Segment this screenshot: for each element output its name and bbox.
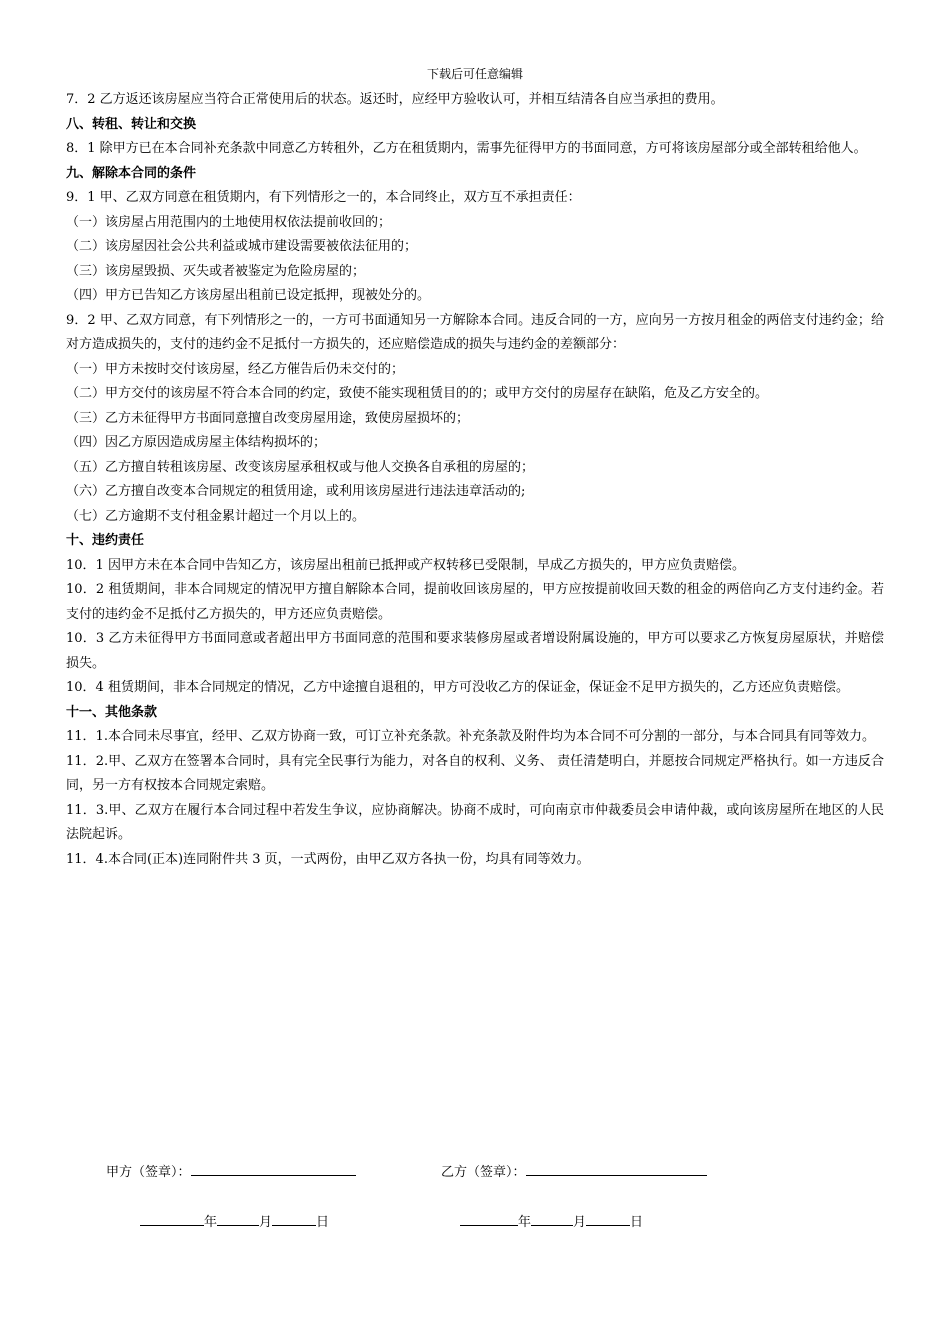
clause-9-2-item-3: （三）乙方未征得甲方书面同意擅自改变房屋用途，致使房屋损坏的；: [66, 410, 470, 426]
party-b-signature-line[interactable]: [526, 1161, 707, 1176]
clause-9-2-item-4: （四）因乙方原因造成房屋主体结构损坏的；: [66, 435, 327, 450]
month-label: 月: [259, 1215, 273, 1230]
clause-11-3: 11．3.甲、乙双方在履行本合同过程中若发生争议，应协商解决。协商不成时，可向南京市仲裁委员会申请仲裁，或向该房屋所在地区的人民法院起诉。: [66, 802, 884, 842]
party-a-day-line[interactable]: [272, 1211, 316, 1226]
year-label: 年: [518, 1215, 532, 1230]
clause-9-1: 9．1 甲、乙双方同意在租赁期内，有下列情形之一的，本合同终止，双方互不承担责任：: [66, 190, 581, 205]
clause-11-1: 11．1.本合同未尽事宜，经甲、乙双方协商一致，可订立补充条款。补充条款及附件均为本合同不可分割的一部分，与本合同具有同等效力。: [66, 729, 875, 744]
clause-11-4: 11．4.本合同(正本)连同附件共 3 页，一式两份，由甲乙双方各执一份，均具有同等效力。: [66, 851, 590, 867]
clause-9-2-item-6: （六）乙方擅自改变本合同规定的租赁用途，或利用该房屋进行违法违章活动的;: [66, 484, 526, 499]
party-b-signature: [441, 1161, 707, 1182]
party-a-month-line[interactable]: [217, 1211, 259, 1226]
clause-9-1-item-4: （四）甲方已告知乙方该房屋出租前已设定抵押，现被处分的。: [66, 288, 431, 303]
day-label: 日: [316, 1215, 330, 1230]
party-a-signature-line[interactable]: [191, 1161, 356, 1176]
clause-10-2: 10．2 租赁期间，非本合同规定的情况甲方擅自解除本合同，提前收回该房屋的，甲方应按提前收回天数的租金的两倍向乙方支付违约金。若支付的违约金不足抵付乙方损失的，甲方还应负责赔偿。: [66, 582, 884, 622]
contract-body: [66, 88, 884, 872]
party-b-day-line[interactable]: [586, 1211, 630, 1226]
section-heading-11: 十一、其他条款: [66, 704, 158, 720]
party-a-year-line[interactable]: [140, 1211, 204, 1226]
party-a-date: [140, 1211, 329, 1232]
clause-9-1-item-2: （二）该房屋因社会公共利益或城市建设需要被依法征用的；: [66, 239, 418, 254]
party-a-signature: [106, 1161, 356, 1182]
clause-10-4: 10．4 租赁期间，非本合同规定的情况，乙方中途擅自退租的，甲方可没收乙方的保证金，保证金不足甲方损失的，乙方还应负责赔偿。: [66, 680, 849, 695]
clause-9-2-item-1: （一）甲方未按时交付该房屋，经乙方催告后仍未交付的；: [66, 361, 405, 377]
clause-9-1-item-3: （三）该房屋毁损、灭失或者被鉴定为危险房屋的；: [66, 263, 366, 279]
party-b-year-line[interactable]: [460, 1211, 518, 1226]
month-label: 月: [573, 1215, 587, 1230]
section-heading-9: 九、解除本合同的条件: [66, 165, 197, 181]
clause-9-2-item-2: （二）甲方交付的该房屋不符合本合同的约定，致使不能实现租赁目的的；或甲方交付的房屋存在缺陷，危及乙方安全的。: [66, 386, 769, 401]
clause-9-2-item-5: （五）乙方擅自转租该房屋、改变该房屋承租权或与他人交换各自承租的房屋的；: [66, 459, 535, 475]
page-header-note: 下载后可任意编辑: [426, 67, 523, 81]
clause-8-1: 8．1 除甲方已在本合同补充条款中同意乙方转租外，乙方在租赁期内，需事先征得甲方的书面同意，方可将该房屋部分或全部转租给他人。: [66, 141, 867, 156]
party-a-label: 甲方（签章）：: [106, 1165, 191, 1180]
clause-9-1-item-1: （一）该房屋占用范围内的土地使用权依法提前收回的；: [66, 214, 392, 230]
clause-10-1: 10．1 因甲方未在本合同中告知乙方，该房屋出租前已抵押或产权转移已受限制，早成乙方损失的，甲方应负责赔偿。: [66, 557, 745, 573]
section-heading-8: 八、转租、转让和交换: [66, 116, 197, 132]
party-b-month-line[interactable]: [531, 1211, 573, 1226]
day-label: 日: [630, 1215, 644, 1230]
party-b-label: 乙方（签章）：: [441, 1165, 526, 1180]
clause-9-2: 9．2 甲、乙双方同意，有下列情形之一的，一方可书面通知另一方解除本合同。违反合同的一方，应向另一方按月租金的两倍支付违约金；给对方造成损失的，支付的违约金不足抵付一方损失的，还应赔偿造成的损失与违约金的差额部分：: [66, 312, 884, 352]
year-label: 年: [204, 1215, 218, 1230]
clause-9-2-item-7: （七）乙方逾期不支付租金累计超过一个月以上的。: [66, 508, 366, 524]
clause-11-2: 11．2.甲、乙双方在签署本合同时，具有完全民事行为能力，对各自的权利、义务、 责任清楚明白，并愿按合同规定严格执行。如一方违反合同，另一方有权按本合同规定索赔。: [66, 753, 884, 793]
party-b-date: [460, 1211, 643, 1232]
clause-10-3: 10．3 乙方未征得甲方书面同意或者超出甲方书面同意的范围和要求装修房屋或者增设附属设施的，甲方可以要求乙方恢复房屋原状，并赔偿损失。: [66, 631, 884, 671]
clause-7-2: 7．2 乙方返还该房屋应当符合正常使用后的状态。返还时，应经甲方验收认可，并相互结清各自应当承担的费用。: [66, 92, 724, 107]
section-heading-10: 十、违约责任: [66, 533, 145, 548]
